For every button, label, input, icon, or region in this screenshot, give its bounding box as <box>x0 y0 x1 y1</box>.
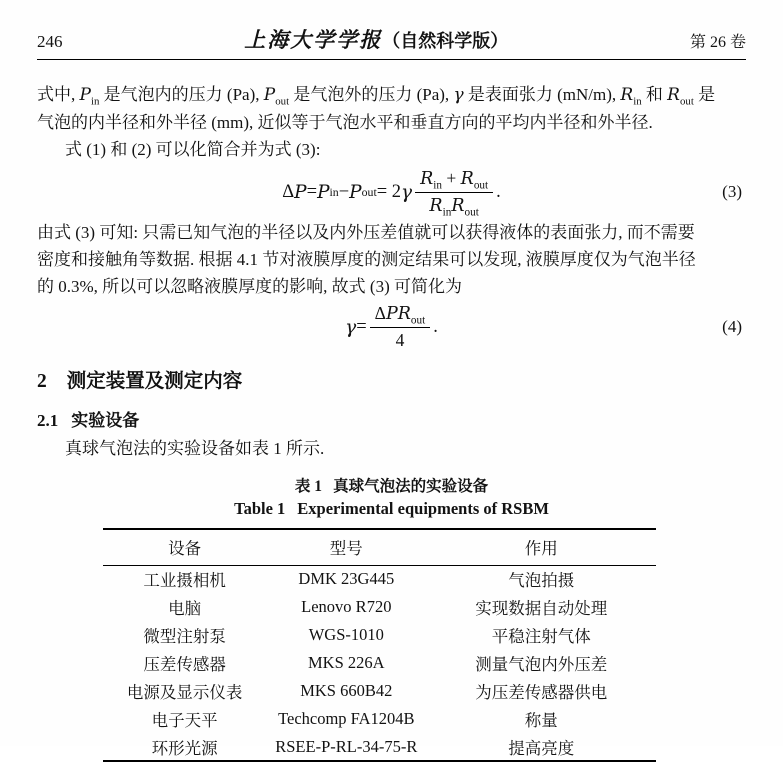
math-operator: + <box>442 167 461 188</box>
text-run: 是 <box>693 85 716 104</box>
math-operator: = <box>356 316 367 337</box>
paragraph-derivation <box>37 219 746 300</box>
table-row <box>103 565 656 593</box>
section-title: 实验设备 <box>71 411 140 430</box>
column-header-use: 作用 <box>426 529 656 565</box>
fraction-numerator <box>415 166 493 192</box>
math-symbol: R <box>667 85 680 105</box>
table-caption-zh <box>37 474 746 496</box>
table-caption-zh-text: 真球气泡法的实验设备 <box>333 478 489 495</box>
table-header-row <box>103 529 656 565</box>
cell-device: 电脑 <box>168 599 202 618</box>
section-heading-2 <box>37 365 746 393</box>
section-number: 2.1 <box>37 411 59 430</box>
math-symbol: P <box>317 181 330 203</box>
math-operator: = <box>306 181 318 202</box>
paragraph-line <box>37 81 746 109</box>
section-title: 测定装置及测定内容 <box>66 370 243 392</box>
table-caption-en-label: Table 1 <box>234 499 286 518</box>
cell-model: WGS-1010 <box>308 625 384 644</box>
table-caption-en <box>37 499 746 519</box>
page-number: 246 <box>37 32 63 51</box>
cell-model: MKS 226A <box>308 653 385 672</box>
cell-model: Lenovo R720 <box>301 597 392 616</box>
table-row <box>103 705 656 733</box>
cell-use: 称量 <box>524 711 558 730</box>
math-operator: = 2 <box>376 181 402 202</box>
text-run: 是气泡外的压力 (Pa), <box>289 85 454 104</box>
cell-use: 平稳注射气体 <box>491 627 591 646</box>
fraction-denominator <box>415 192 493 219</box>
fraction <box>415 166 493 219</box>
text-run: 式中, <box>37 85 80 104</box>
math-symbol: P <box>349 181 362 203</box>
math-subscript: in <box>442 206 452 218</box>
cell-device: 电源及显示仪表 <box>126 683 243 702</box>
table-row <box>103 733 656 761</box>
cell-use: 为压差传感器供电 <box>475 683 608 702</box>
equation-number-4: (4) <box>722 317 742 336</box>
paragraph-line: 的 0.3%, 所以可以忽略液膜厚度的影响, 故式 (3) 可简化为 <box>37 277 462 296</box>
equation-4 <box>37 302 746 352</box>
math-symbol: R <box>460 168 474 189</box>
running-head <box>37 0 746 60</box>
math-subscript: out <box>473 179 489 192</box>
equation-3 <box>37 165 746 219</box>
equation-number-3: (3) <box>722 182 742 201</box>
math-symbol: γ <box>453 85 464 105</box>
equation-4-body <box>345 301 438 353</box>
cell-model: RSEE-P-RL-34-75-R <box>275 736 418 756</box>
math-subscript: out <box>410 314 426 327</box>
text-run: 是表面张力 (mN/m), <box>463 85 621 104</box>
column-header-device: 设备 <box>103 529 266 565</box>
table-row <box>103 649 656 677</box>
cell-device: 工业摄相机 <box>143 571 226 591</box>
math-gamma: γ <box>401 181 413 203</box>
math-subscript: out <box>464 206 479 218</box>
math-gamma: γ <box>345 316 357 338</box>
table-row <box>103 621 656 649</box>
paragraph-variables-explanation <box>37 81 746 163</box>
cell-device: 电子天平 <box>151 711 218 730</box>
math-subscript: in <box>633 95 642 108</box>
math-symbol: R <box>429 195 443 216</box>
section-number: 2 <box>37 371 47 392</box>
math-delta: Δ <box>374 303 386 324</box>
cell-use: 提高亮度 <box>508 738 575 758</box>
fraction-denominator: 4 <box>370 327 431 353</box>
cell-use: 实现数据自动处理 <box>475 599 608 618</box>
cell-device: 微型注射泵 <box>143 627 226 646</box>
table-row <box>103 677 656 705</box>
cell-use: 气泡拍摄 <box>508 571 575 591</box>
volume-label: 第 26 卷 <box>689 34 746 51</box>
text-run: 和 <box>641 85 668 104</box>
journal-title <box>244 24 508 54</box>
math-symbol: P <box>385 304 398 325</box>
paragraph-table-reference: 真球气泡法的实验设备如表 1 所示. <box>65 439 325 458</box>
journal-edition: （自然科学版） <box>382 31 509 51</box>
math-symbol: R <box>397 304 411 325</box>
math-operator: − <box>338 181 350 202</box>
math-symbol: P <box>294 181 307 203</box>
math-delta: Δ <box>282 181 295 202</box>
math-subscript: out <box>679 95 694 108</box>
equation-3-body: Δ P = P in − P out = 2 γ $\frac{R_{in} + R_{out}}{R_{in}R_{out}}$ . <box>282 167 501 218</box>
paragraph-line: 由式 (3) 可知: 只需已知气泡的半径以及内外压差值就可以获得液体的表面张力, 而不需要 <box>37 223 695 242</box>
math-symbol: P <box>79 85 91 105</box>
paragraph-line: 气泡的内半径和外半径 (mm), 近似等于气泡水平和垂直方向的平均内半径和外半径. <box>37 113 653 132</box>
equipment-table <box>103 528 656 762</box>
table-caption-zh-label: 表 1 <box>294 478 323 495</box>
cell-model: Techcomp FA1204B <box>278 709 415 728</box>
table-caption-en-text: Experimental equipments of RSBM <box>297 499 549 518</box>
journal-name: 上海大学学报 <box>244 28 383 52</box>
math-symbol: R <box>620 85 634 105</box>
math-symbol: R <box>420 168 434 189</box>
cell-device: 压差传感器 <box>143 655 226 674</box>
math-period: . <box>496 181 501 202</box>
math-period: . <box>433 316 438 337</box>
math-subscript: in <box>90 95 100 108</box>
paragraph-line: 式 (1) 和 (2) 可以化简合并为式 (3): <box>65 140 321 159</box>
text-run: 是气泡内的压力 (Pa), <box>99 85 264 104</box>
cell-device: 环形光源 <box>151 738 218 758</box>
fraction <box>370 301 431 353</box>
cell-model: DMK 23G445 <box>298 569 395 589</box>
math-symbol: P <box>263 85 276 105</box>
table-row <box>103 593 656 621</box>
column-header-model: 型号 <box>266 529 426 565</box>
fraction-numerator <box>370 301 431 327</box>
section-heading-2-1 <box>37 406 746 431</box>
math-symbol: R <box>451 195 465 216</box>
cell-model: MKS 660B42 <box>300 681 393 700</box>
cell-use: 测量气泡内外压差 <box>475 655 608 674</box>
math-subscript: out <box>275 95 290 108</box>
math-subscript: in <box>433 179 442 192</box>
paragraph-line: 密度和接触角等数据. 根据 4.1 节对液膜厚度的测定结果可以发现, 液膜厚度仅为气泡半径 <box>37 250 696 269</box>
